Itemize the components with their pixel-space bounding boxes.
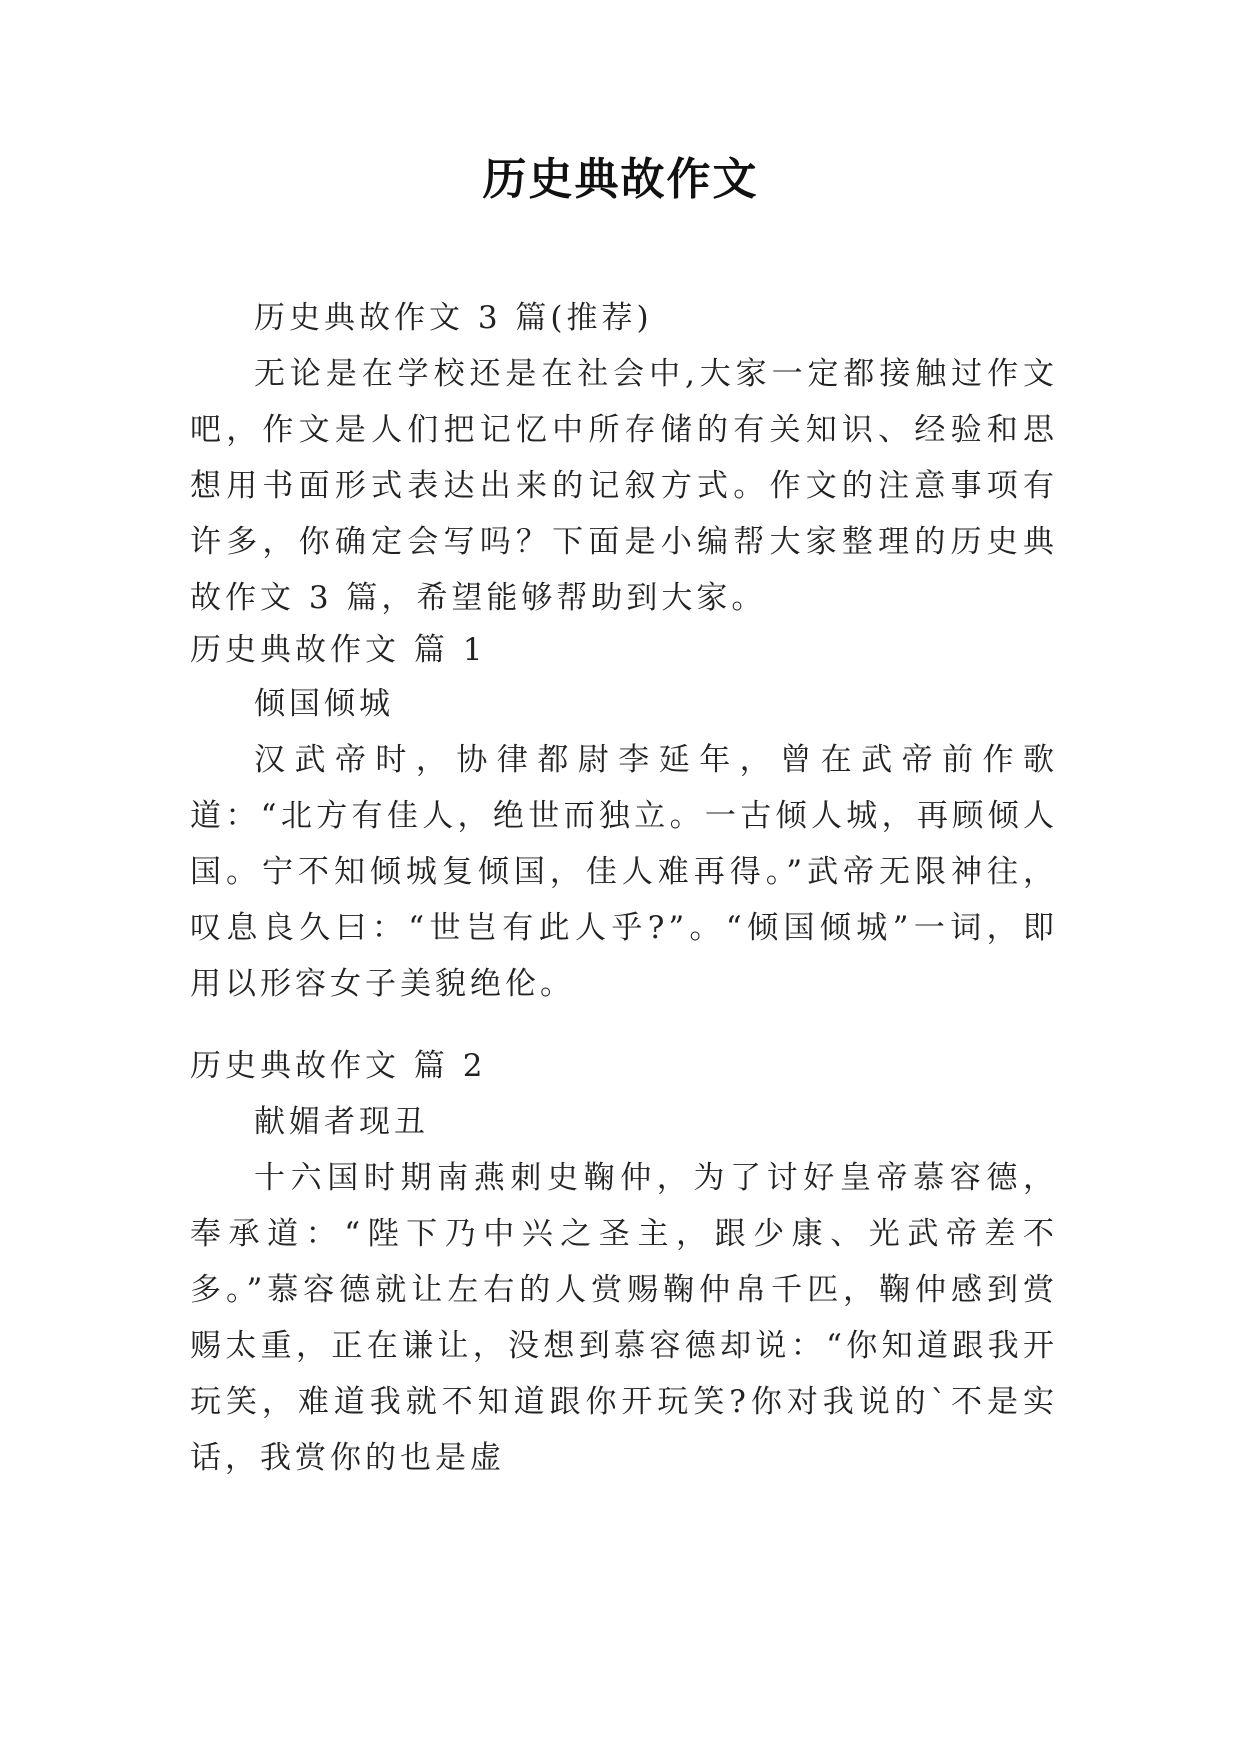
intro-paragraph: 无论是在学校还是在社会中,大家一定都接触过作文吧，作文是人们把记忆中所存储的有关知识、经验和思想用书面形式表达出来的记叙方式。作文的注意事项有许多，你确定会写吗？下面是小编帮大家整理的历史典故作文 3 篇，希望能够帮助到大家。: [190, 356, 1058, 616]
section-1-heading: 历史典故作文 篇 1: [190, 632, 487, 668]
section-2-body: 十六国时期南燕刺史鞠仲，为了讨好皇帝慕容德，奉承道：“陛下乃中兴之圣主，跟少康、光武帝差不多。”慕容德就让左右的人赏赐鞠仲帛千匹，鞠仲感到赏赐太重，正在谦让，没想到慕容德却说：“你知道跟我开玩笑，难道我就不知道跟你开玩笑?你对我说的`不是实话，我赏你的也是虚: [190, 1160, 1058, 1476]
section-1-subtitle: 倾国倾城: [254, 686, 394, 722]
section-2-heading: 历史典故作文 篇 2: [190, 1048, 487, 1084]
section-1-body: 汉武帝时，协律都尉李延年，曾在武帝前作歌道：“北方有佳人，绝世而独立。一古倾人城，再顾倾人国。宁不知倾城复倾国，佳人难再得。”武帝无限神往，叹息良久曰：“世岂有此人乎?”。“倾国倾城”一词，即用以形容女子美貌绝伦。: [190, 742, 1058, 1002]
section-2-subtitle: 献媚者现丑: [254, 1104, 429, 1140]
intro-heading: 历史典故作文 3 篇(推荐): [254, 300, 653, 336]
page-title: 历史典故作文: [482, 154, 759, 205]
